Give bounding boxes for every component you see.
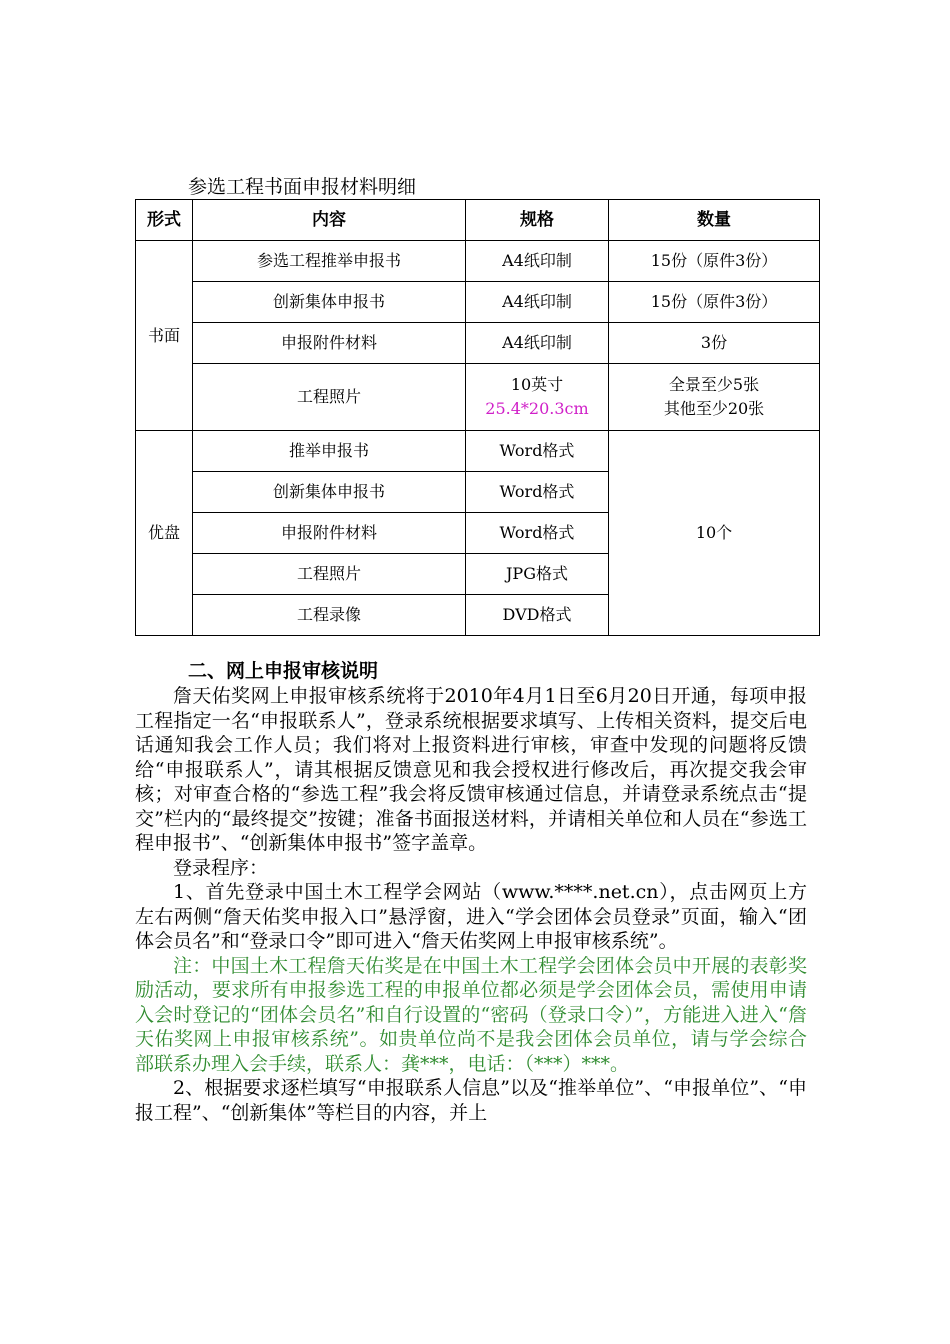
paragraph-note: 注：中国土木工程詹天佑奖是在中国土木工程学会团体会员中开展的表彰奖励活动，要求所有申报参选工程的申报单位都必须是学会团体会员，需使用申请入会时登记的“团体会员名”和自行设置的“密码（登录口令）”，方能进入进入“詹天佑奖网上申报审核系统”。如贵单位尚不是我会团体会员单位，请与学会综合部联系办理入会手续，联系人：龚***，电话：（***）***。 [135,954,807,1075]
materials-table [135,199,820,636]
section-heading: 二、网上申报审核说明 [188,660,379,682]
table-row [136,364,820,431]
spec-cell: A4纸印制 [466,323,609,364]
content-cell: 工程照片 [193,364,466,431]
table-row [136,431,820,472]
paragraph-intro: 詹天佑奖网上申报审核系统将于2010年4月1日至6月20日开通，每项申报工程指定一名“申报联系人”，登录系统根据要求填写、上传相关资料，提交后电话通知我会工作人员；我们将对上报资料进行审核，审查中发现的问题将反馈给“申报联系人”，请其根据反馈意见和我会授权进行修改后，再次提交我会审核；对审查合格的“参选工程”我会将反馈审核通过信息，并请登录系统点击“提交”栏内的“最终提交”按键；准备书面报送材料，并请相关单位和人员在“参选工程申报书”、“创新集体申报书”签字盖章。 [135,685,807,854]
spec-line: 10英寸 [510,375,564,394]
form-cell-usb: 优盘 [136,431,193,636]
spec-cell: JPG格式 [466,554,609,595]
section-body [135,684,807,1125]
content-cell: 创新集体申报书 [193,282,466,323]
quantity-cell [609,364,820,431]
spec-dimension-line: 25.4*20.3cm [485,399,589,418]
paragraph-step-2: 2、根据要求逐栏填写“申报联系人信息”以及“推举单位”、“申报单位”、“申报工程”、“创新集体”等栏目的内容，并上 [135,1077,807,1124]
quantity-line: 其他至少20张 [663,399,765,418]
content-cell: 申报附件材料 [193,513,466,554]
form-cell-paper: 书面 [136,241,193,431]
spec-cell: Word格式 [466,472,609,513]
quantity-cell: 3份 [609,323,820,364]
content-cell: 创新集体申报书 [193,472,466,513]
table-row [136,323,820,364]
content-cell: 工程录像 [193,595,466,636]
spec-cell: A4纸印制 [466,241,609,282]
table-title: 参选工程书面申报材料明细 [188,176,417,198]
quantity-cell-usb: 10个 [609,431,820,636]
header-content: 内容 [193,200,466,241]
spec-cell: Word格式 [466,431,609,472]
paragraph-login-title: 登录程序： [173,856,269,879]
spec-cell [466,364,609,431]
spec-cell: DVD格式 [466,595,609,636]
spec-cell: Word格式 [466,513,609,554]
content-cell: 申报附件材料 [193,323,466,364]
content-cell: 参选工程推举申报书 [193,241,466,282]
header-quantity: 数量 [609,200,820,241]
content-cell: 推举申报书 [193,431,466,472]
content-cell: 工程照片 [193,554,466,595]
table-row [136,282,820,323]
table-row [136,241,820,282]
quantity-line: 全景至少5张 [668,375,760,394]
header-spec: 规格 [466,200,609,241]
spec-cell: A4纸印制 [466,282,609,323]
quantity-cell: 15份（原件3份） [609,241,820,282]
header-form: 形式 [136,200,193,241]
paragraph-step-1: 1、首先登录中国土木工程学会网站（www.****.net.cn），点击网页上方左右两侧“詹天佑奖申报入口”悬浮窗，进入“学会团体会员登录”页面，输入“团体会员名”和“登录口令”即可进入“詹天佑奖网上申报审核系统”。 [135,881,807,952]
quantity-cell: 15份（原件3份） [609,282,820,323]
table-header-row [136,200,820,241]
